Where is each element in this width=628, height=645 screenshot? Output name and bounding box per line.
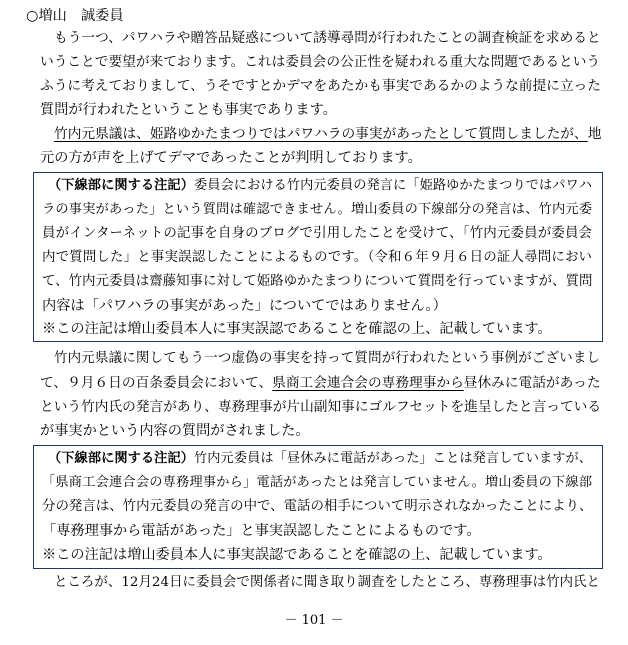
note-disclaimer: ※この注記は増山委員本人に事実誤認であることを確認の上、記載しています。 [42, 547, 552, 563]
text-line: 竹内元県議に関してもう一つ虚偽の事実を持って質問が行われたという事例がございまし [54, 351, 600, 366]
text-line: 質問が行われたということも事実であります。 [40, 102, 337, 118]
text-line: が事実かという内容の質問がされました。 [40, 423, 310, 439]
text-line: （下線部に関する注記）委員会における竹内元委員の発言に「姫路ゆかたまつりではパワハ [48, 178, 593, 193]
text-line: ラの事実があった」という質問は確認できません。増山委員の下線部分の発言は、竹内元委 [42, 202, 592, 217]
text-line: 分の発言は、竹内元委員の発言の中で、電話の相手について明示されなかったことにより、 [42, 499, 593, 514]
page-number: － 101 － [284, 613, 344, 628]
text-line: 内で質問した」と事実誤認したことによるものです。（令和６年９月６日の証人尋問におい [42, 250, 592, 265]
text-line: もう一つ、パワハラや贈答品疑惑について誘導尋問が行われたことの調査検証を求めると [54, 30, 601, 46]
text-line: 「県商工会連合会の専務理事から」電話があったとは発言していません。増山委員の下線部 [42, 475, 592, 490]
text-line: て、竹内元委員は齋藤知事に対して姫路ゆかたまつりについて質問を行っていますが、質問 [42, 274, 593, 289]
underlined-statement: 竹内元県議は、姫路ゆかたまつりではパワハラの事実があったとして質問しましたが、 [54, 126, 588, 142]
note-disclaimer: ※この注記は増山委員本人に事実誤認であることを確認の上、記載しています。 [42, 321, 552, 337]
text-line: （下線部に関する注記）竹内元委員は「昼休みに電話があった」ことは発言していますが、 [48, 451, 592, 466]
text-line: て、９月６日の百条委員会において、県商工会連合会の専務理事から昼休みに電話があった [40, 375, 601, 391]
correction-note-box [33, 445, 603, 569]
text-line: 内容は「パワハラの事実があった」についてではありません。） [42, 298, 447, 314]
text-line: 員がインターネットの記事を自身のブログで引用したことを受けて、「竹内元委員が委員会 [42, 226, 592, 241]
note-heading: （下線部に関する注記） [48, 178, 194, 193]
text-line: ところが、12月24日に委員会で関係者に聞き取り調査をしたところ、専務理事は竹内氏と [54, 575, 600, 590]
text-line: 元の方が声を上げてデマであったことが判明しております。 [40, 150, 422, 166]
correction-note-box [33, 172, 603, 342]
text-line: 竹内元県議は、姫路ゆかたまつりではパワハラの事実があったとして質問しましたが、地 [54, 126, 602, 142]
text-line: いうことで要望が来ております。これは委員会の公正性を疑われる重大な問題であるという [40, 54, 601, 70]
underlined-statement: 県商工会連合会の専務理事から [272, 375, 464, 391]
note-heading: （下線部に関する注記） [48, 451, 195, 466]
text-line: 「専務理事から電話があった」と事実誤認したことによるものです。 [42, 523, 481, 539]
text-line: という竹内氏の発言があり、専務理事が片山副知事にゴルフセットを進呈したと言っている [40, 399, 602, 415]
text-line: ふうに考えておりまして、うそですとかデマをあたかも事実であるかのような前提に立った [40, 78, 601, 94]
speaker-label: ○増山 誠委員 [26, 8, 124, 24]
